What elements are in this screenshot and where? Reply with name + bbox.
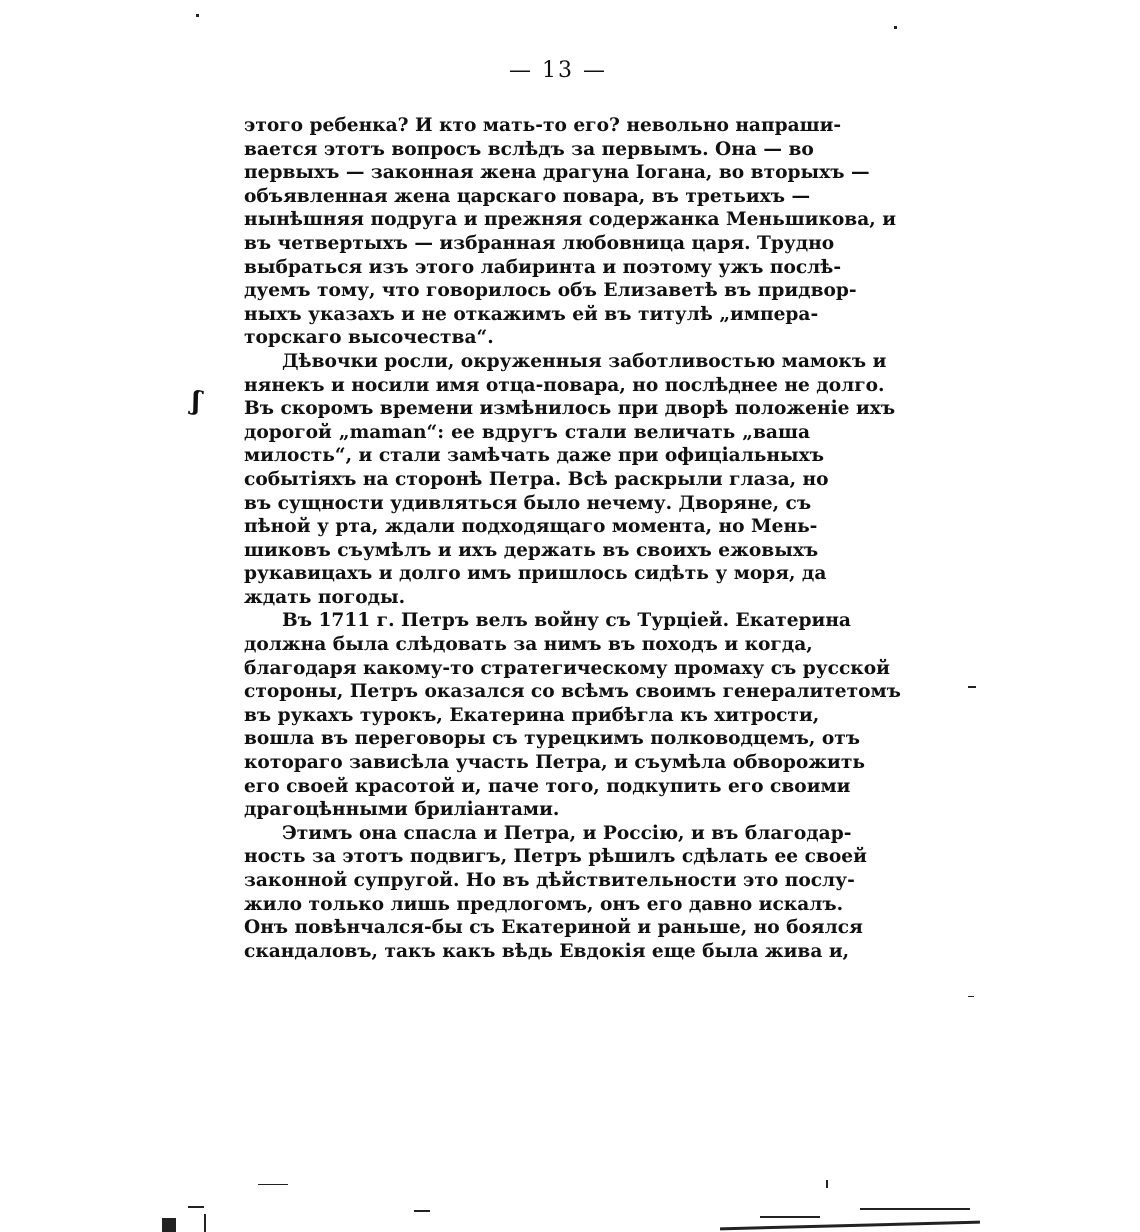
body-text xyxy=(244,114,901,963)
text-line: въ рукахъ турокъ, Екатерина прибѣгла къ хитрости, xyxy=(244,704,820,726)
scan-mark xyxy=(196,14,199,17)
text-line: драгоцѣнными брилiантами. xyxy=(244,799,560,821)
text-line: ность за этотъ подвигъ, Петръ рѣшилъ сдѣлать ее своей xyxy=(244,846,867,868)
text-line: скандаловъ, такъ какъ вѣдь Евдокiя еще была жива и, xyxy=(244,940,850,962)
scan-mark xyxy=(204,1214,206,1232)
page-number: — 13 — xyxy=(509,58,607,83)
scan-mark xyxy=(258,1184,288,1185)
text-line: котораго зависѣла участь Петра, и съумѣла обворожить xyxy=(244,752,865,774)
text-line: ждать погоды. xyxy=(244,586,406,608)
scan-mark xyxy=(826,1180,828,1188)
text-line: Этимъ она спасла и Петра, и Россiю, и въ благодар- xyxy=(282,822,852,844)
text-line: нынѣшняя подруга и прежняя содержанка Меньшикова, и xyxy=(244,209,897,231)
text-line: первыхъ — законная жена драгуна Iогана, во вторыхъ — xyxy=(244,162,870,184)
text-line: Дѣвочки росли, окруженныя заботливостью мамокъ и xyxy=(282,350,887,372)
text-line: законной супругой. Но въ дѣйствительности это послу- xyxy=(244,870,855,891)
text-line: стороны, Петръ оказался со всѣмъ своимъ генералитетомъ xyxy=(244,681,901,703)
text-line: событiяхъ на сторонѣ Петра. Всѣ раскрыли глаза, но xyxy=(244,468,829,490)
text-line: дуемъ тому, что говорилось объ Елизаветѣ въ придвор- xyxy=(244,280,857,302)
text-line: ныхъ указахъ и не откажимъ ей въ титулѣ „импера- xyxy=(244,303,819,325)
text-line: объявленная жена царскаго повара, въ третьихъ — xyxy=(244,185,811,207)
text-line: его своей красотой и, паче того, подкупить его своими xyxy=(244,775,851,797)
scan-mark xyxy=(894,26,897,29)
scan-mark xyxy=(968,686,976,688)
scan-mark xyxy=(760,1216,820,1218)
text-line: этого ребенка? И кто мать-то его? невольно напраши- xyxy=(244,115,842,136)
scan-mark xyxy=(860,1208,970,1210)
text-line: торскаго высочества“. xyxy=(244,327,494,349)
text-line: дорогой „maman“: ее вдругъ стали величать „ваша xyxy=(244,421,810,443)
text-line: милость“, и стали замѣчать даже при офицiальныхъ xyxy=(244,445,825,467)
text-line: вается этотъ вопросъ вслѣдъ за первымъ. Она — во xyxy=(244,138,814,160)
scan-mark xyxy=(162,1218,176,1232)
scan-mark xyxy=(720,1221,980,1231)
text-line: шиковъ съумѣлъ и ихъ держать въ своихъ ежовыхъ xyxy=(244,539,819,561)
text-line: пѣной у рта, ждали подходящаго момента, но Мень- xyxy=(244,516,818,538)
text-line: въ сущности удивляться было нечему. Дворяне, съ xyxy=(244,492,812,514)
text-line: рукавицахъ и долго имъ пришлось сидѣть у моря, да xyxy=(244,563,827,585)
text-line: вошла въ переговоры съ турецкимъ полководцемъ, отъ xyxy=(244,728,861,750)
text-line: нянекъ и носили имя отца-повара, но послѣднее не долго. xyxy=(244,374,885,396)
scan-mark xyxy=(968,996,974,997)
text-line: въ четвертыхъ — избранная любовница царя. Трудно xyxy=(244,232,835,254)
margin-pencil-mark: ʃ xyxy=(189,386,204,418)
scan-mark xyxy=(414,1210,430,1212)
text-line: Въ 1711 г. Петръ велъ войну съ Турцiей. Екатерина xyxy=(282,610,851,632)
text-line: Въ скоромъ времени измѣнилось при дворѣ положенiе ихъ xyxy=(244,398,896,420)
text-line: выбраться изъ этого лабиринта и поэтому ужъ послѣ- xyxy=(244,256,842,278)
text-line: Онъ повѣнчался-бы съ Екатериной и раньше, но боялся xyxy=(244,917,863,939)
scan-mark xyxy=(188,1206,204,1208)
text-line: жило только лишь предлогомъ, онъ его давно искалъ. xyxy=(244,893,844,915)
text-line: благодаря какому-то стратегическому промаху съ русской xyxy=(244,657,890,679)
text-line: должна была слѣдовать за нимъ въ походъ и когда, xyxy=(244,634,813,656)
